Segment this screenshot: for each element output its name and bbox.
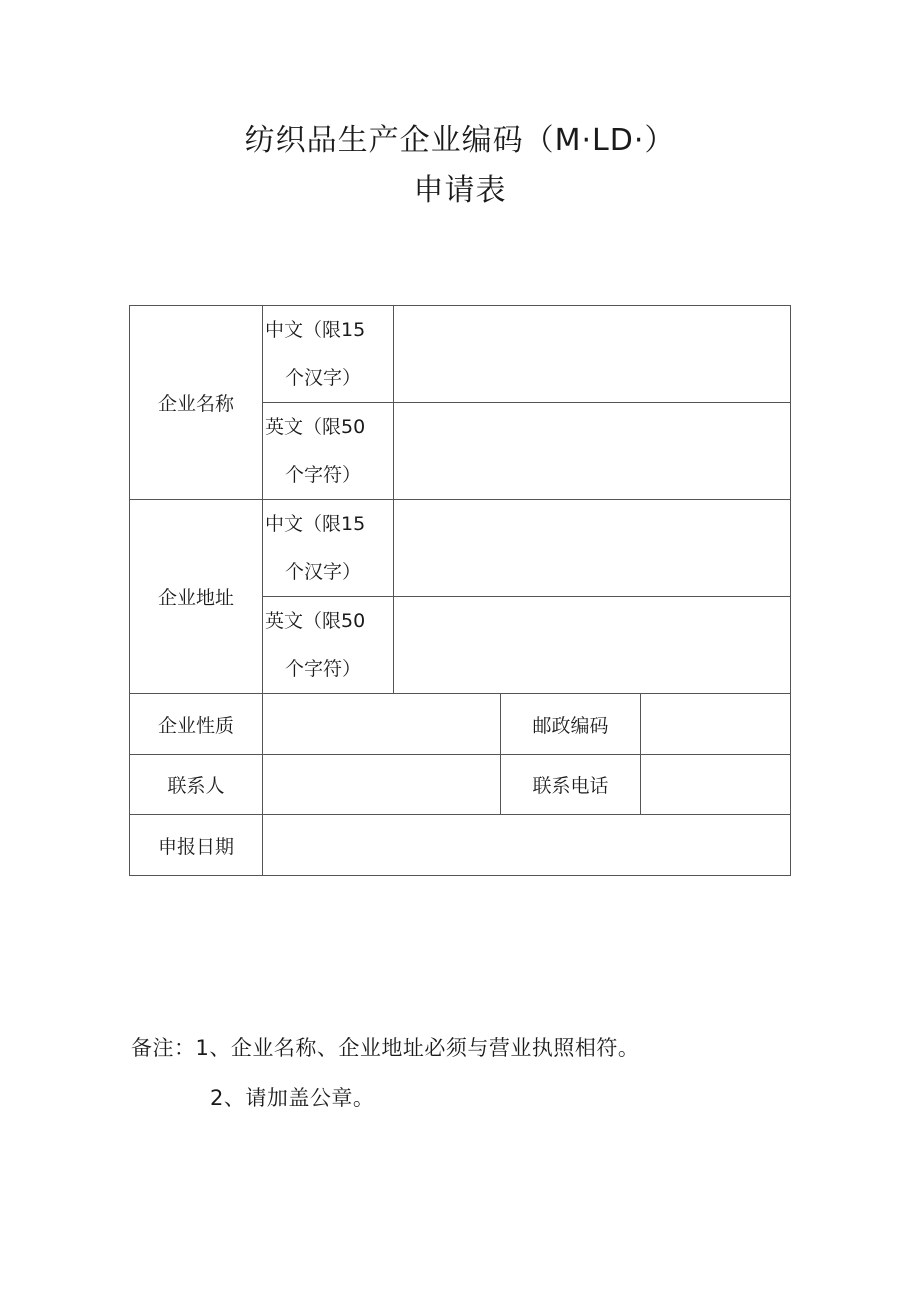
company-nature-label: 企业性质 (130, 694, 263, 755)
application-date-field[interactable] (263, 815, 791, 876)
company-name-en-field[interactable] (394, 403, 791, 500)
company-name-en-label-line1: 英文（限50 (265, 416, 366, 438)
postcode-field[interactable] (641, 694, 791, 755)
company-name-label: 企业名称 (130, 306, 263, 500)
note-line-1: 备注：1、企业名称、企业地址必须与营业执照相符。 (131, 1036, 640, 1060)
company-name-cn-label-line1: 中文（限15 (265, 319, 366, 341)
company-address-en-label-line2: 个字符） (285, 658, 362, 680)
company-address-en-label-line1: 英文（限50 (265, 610, 366, 632)
company-nature-field[interactable] (263, 694, 501, 755)
company-address-cn-label-line1: 中文（限15 (265, 513, 366, 535)
company-name-cn-label-line2: 个汉字） (285, 367, 362, 389)
postcode-label: 邮政编码 (501, 694, 641, 755)
form-subtitle: 申请表 (413, 173, 507, 208)
contact-phone-label: 联系电话 (501, 755, 641, 815)
company-address-cn-field[interactable] (394, 500, 791, 597)
form-title: 纺织品生产企业编码（M·LD·） (244, 123, 676, 158)
contact-person-field[interactable] (263, 755, 501, 815)
application-date-label: 申报日期 (130, 815, 263, 876)
company-name-en-label (263, 403, 394, 500)
contact-phone-field[interactable] (641, 755, 791, 815)
company-name-en-label-line2: 个字符） (285, 464, 362, 486)
contact-person-label: 联系人 (130, 755, 263, 815)
company-name-cn-label (263, 306, 394, 403)
application-form-table (129, 305, 791, 876)
note-line-2: 2、请加盖公章。 (210, 1086, 375, 1110)
company-address-label: 企业地址 (130, 500, 263, 694)
company-name-cn-field[interactable] (394, 306, 791, 403)
company-address-cn-label-line2: 个汉字） (285, 561, 362, 583)
company-address-en-label (263, 597, 394, 694)
company-address-cn-label (263, 500, 394, 597)
company-address-en-field[interactable] (394, 597, 791, 694)
